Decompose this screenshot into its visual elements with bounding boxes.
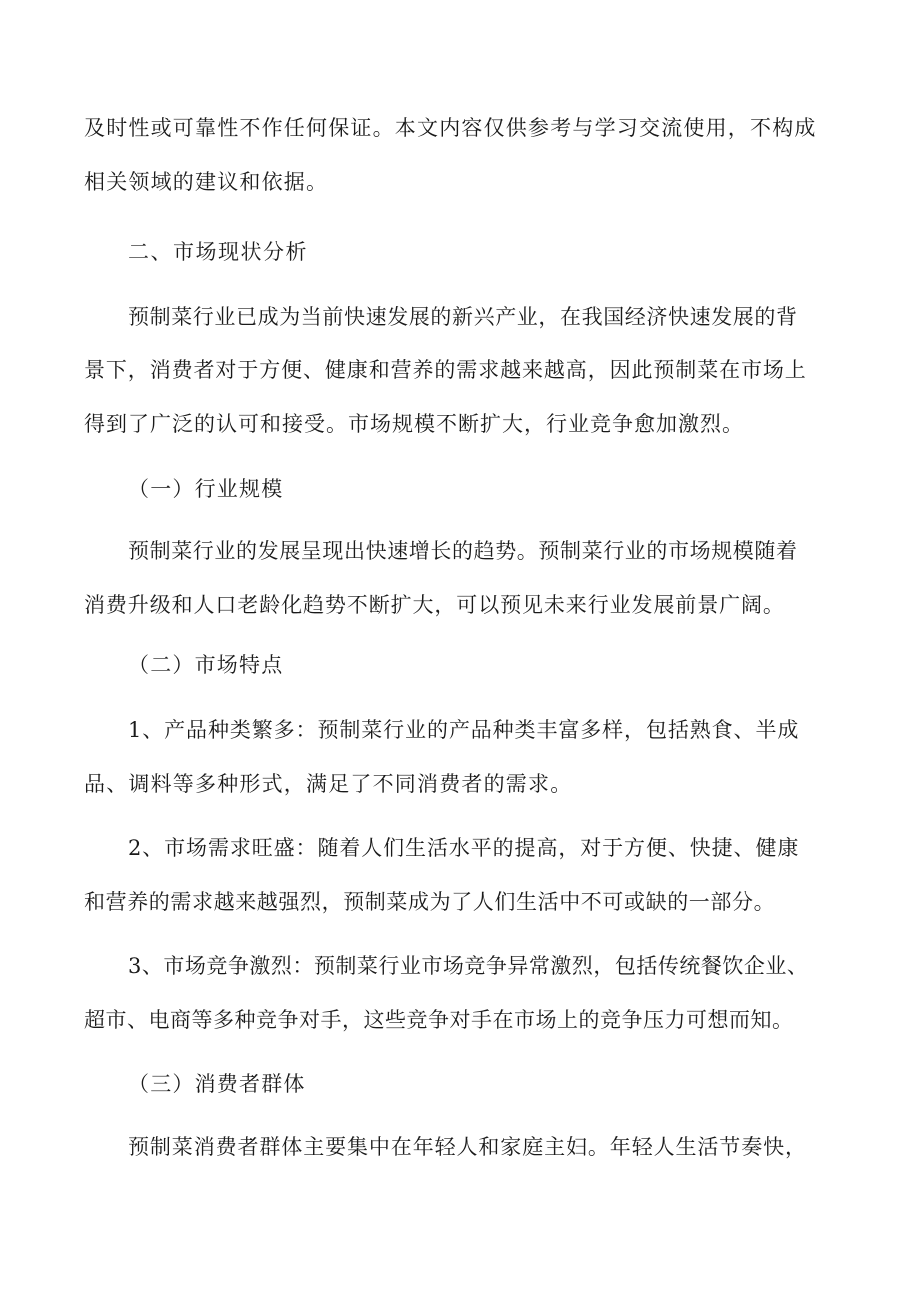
paragraph-disclaimer-line-1: 及时性或可靠性不作任何保证。本文内容仅供参考与学习交流使用，不构成	[84, 116, 817, 140]
paragraph-disclaimer-line-2: 相关领域的建议和依据。	[84, 170, 329, 194]
subheading-market-features: （二）市场特点	[128, 653, 284, 677]
paragraph-consumers-line-1: 预制菜消费者群体主要集中在年轻人和家庭主妇。年轻人生活节奏快，	[128, 1135, 807, 1159]
paragraph-overview-line-2: 景下，消费者对于方便、健康和营养的需求越来越高，因此预制菜在市场上	[84, 358, 807, 382]
paragraph-overview-line-3: 得到了广泛的认可和接受。市场规模不断扩大，行业竞争愈加激烈。	[84, 412, 744, 436]
list-item-3-line-2: 超市、电商等多种竞争对手，这些竞争对手在市场上的竞争压力可想而知。	[84, 1008, 794, 1032]
section-heading-market-status: 二、市场现状分析	[128, 240, 308, 264]
paragraph-scale-line-2: 消费升级和人口老龄化趋势不断扩大，可以预见未来行业发展前景广阔。	[84, 593, 785, 617]
list-item-1-line-1: 1、产品种类繁多：预制菜行业的产品种类丰富多样，包括熟食、半成	[128, 718, 800, 742]
list-item-2-line-1: 2、市场需求旺盛：随着人们生活水平的提高，对于方便、快捷、健康	[128, 836, 800, 860]
paragraph-overview-line-1: 预制菜行业已成为当前快速发展的新兴产业，在我国经济快速发展的背	[128, 305, 798, 329]
list-item-3-line-1: 3、市场竞争激烈：预制菜行业市场竞争异常激烈，包括传统餐饮企业、	[128, 954, 809, 978]
list-item-1-line-2: 品、调料等多种形式，满足了不同消费者的需求。	[84, 772, 573, 796]
list-item-2-line-2: 和营养的需求越来越强烈，预制菜成为了人们生活中不可或缺的一部分。	[84, 890, 776, 914]
subheading-consumer-groups: （三）消费者群体	[128, 1072, 306, 1096]
paragraph-scale-line-1: 预制菜行业的发展呈现出快速增长的趋势。预制菜行业的市场规模随着	[128, 539, 798, 563]
subheading-industry-scale: （一）行业规模	[128, 477, 284, 501]
